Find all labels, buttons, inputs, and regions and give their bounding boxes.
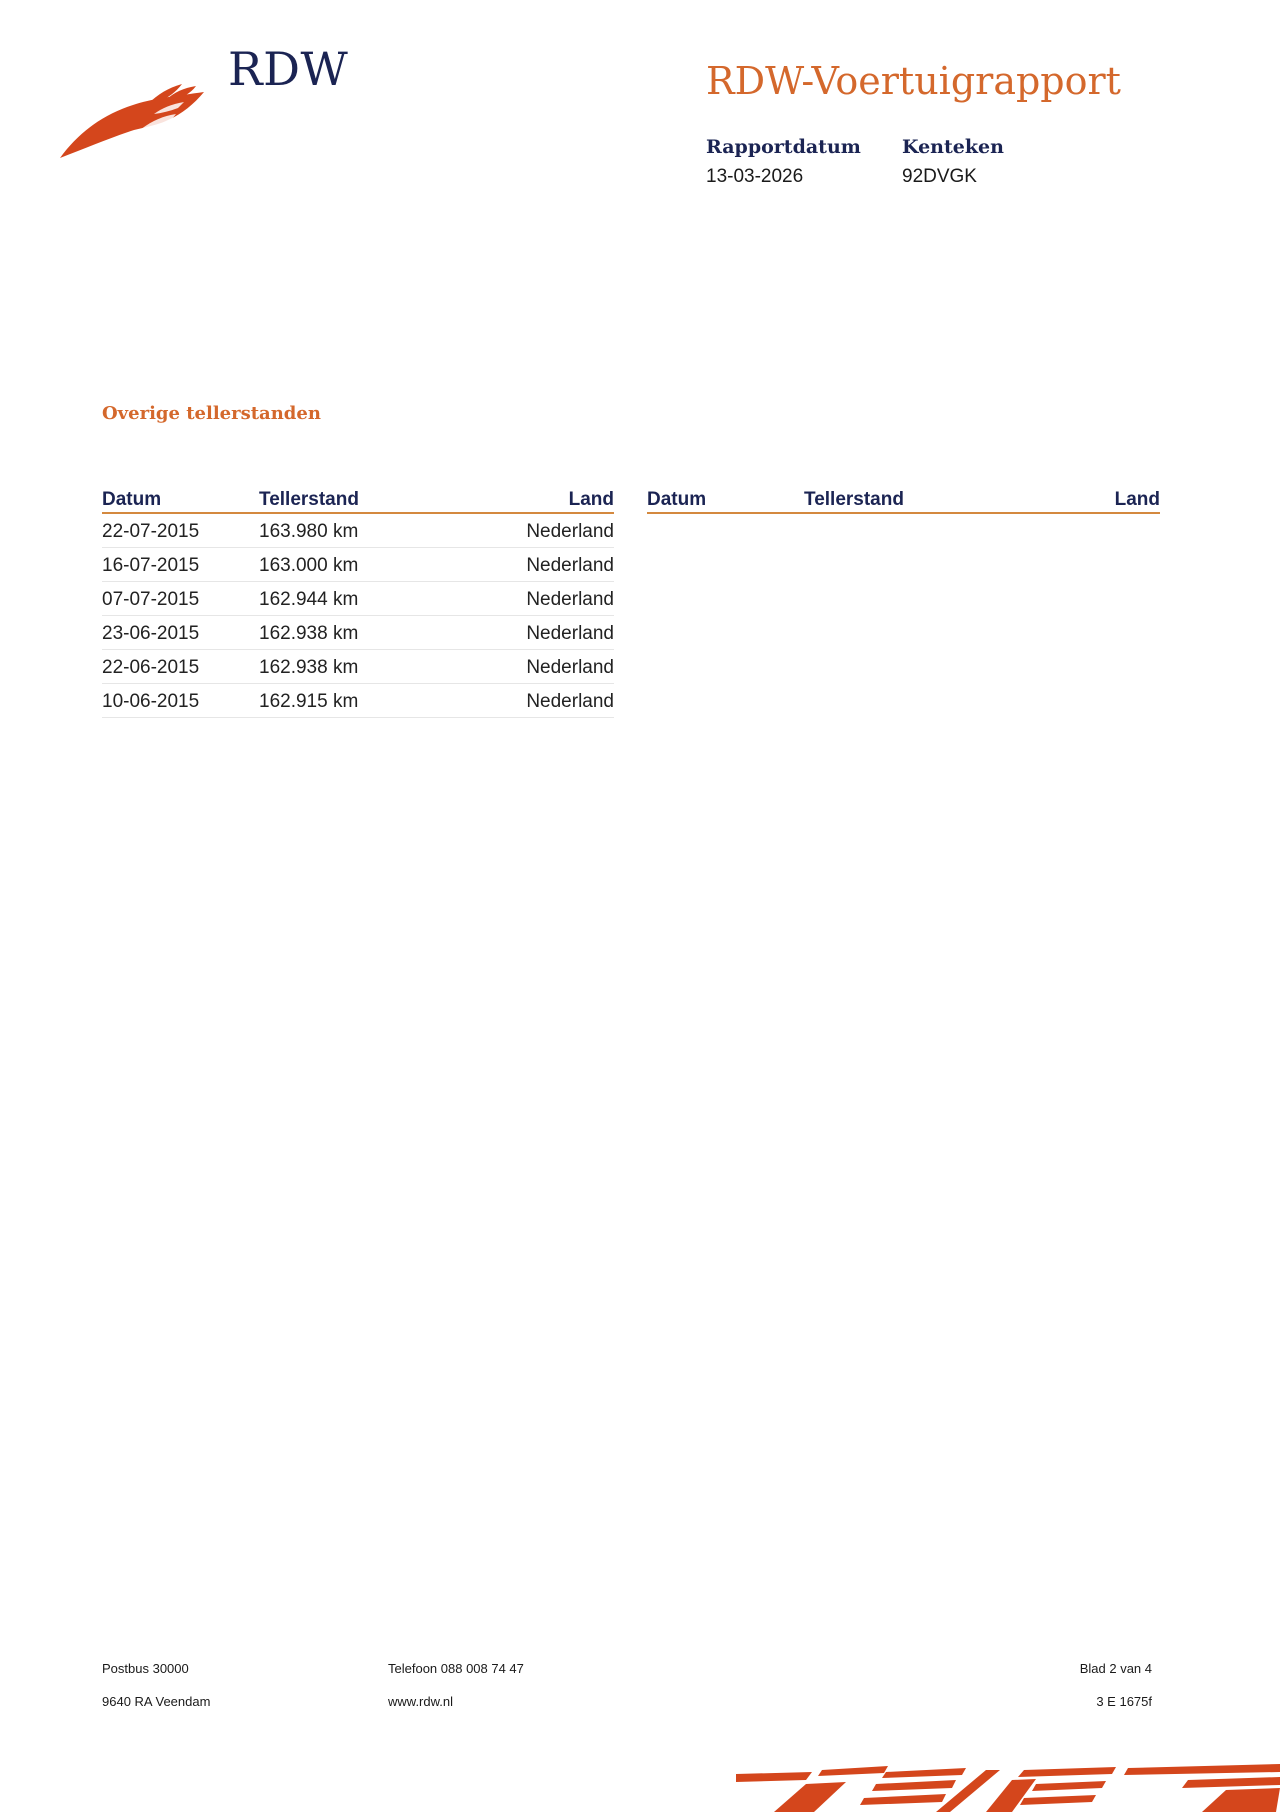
table-row <box>102 684 614 718</box>
footer-address-line1: Postbus 30000 <box>102 1661 189 1676</box>
row-country: Nederland <box>526 589 614 610</box>
footer-document-code: 3 E 1675f <box>1096 1694 1152 1709</box>
row-date: 10-06-2015 <box>102 691 200 712</box>
table-row <box>102 650 614 684</box>
row-odometer: 162.944 km <box>259 589 359 610</box>
row-date: 07-07-2015 <box>102 589 200 610</box>
header-odometer: Tellerstand <box>259 489 359 510</box>
header-country: Land <box>1114 489 1160 510</box>
footer-page-number: Blad 2 van 4 <box>1079 1661 1152 1676</box>
odometer-table-left <box>102 488 614 718</box>
rdw-stripes-graphic-icon <box>736 1762 1280 1812</box>
row-date: 22-07-2015 <box>102 521 200 542</box>
table-header <box>647 488 1160 514</box>
section-title: Overige tellerstanden <box>102 403 321 424</box>
footer-website-link[interactable]: www.rdw.nl <box>388 1694 454 1709</box>
logo-text: RDW <box>228 42 349 96</box>
odometer-table-right <box>647 488 1160 514</box>
row-odometer: 162.915 km <box>259 691 359 712</box>
license-plate-block <box>902 138 1004 186</box>
rdw-feather-logo-icon <box>58 78 208 163</box>
table-header <box>102 488 614 514</box>
header-odometer: Tellerstand <box>804 489 904 510</box>
row-country: Nederland <box>526 623 614 644</box>
row-odometer: 162.938 km <box>259 657 359 678</box>
row-date: 22-06-2015 <box>102 657 200 678</box>
header-date: Datum <box>647 489 707 510</box>
report-title: RDW-Voertuigrapport <box>706 59 1121 103</box>
header-country: Land <box>568 489 614 510</box>
footer-address-line2: 9640 RA Veendam <box>102 1694 211 1709</box>
row-country: Nederland <box>526 521 614 542</box>
license-plate-value: 92DVGK <box>902 166 977 187</box>
footer-phone: Telefoon 088 008 74 47 <box>388 1661 524 1676</box>
license-plate-label: Kenteken <box>902 136 1004 158</box>
header-date: Datum <box>102 489 162 510</box>
report-date-label: Rapportdatum <box>706 136 861 158</box>
row-country: Nederland <box>526 657 614 678</box>
table-row <box>102 514 614 548</box>
table-row <box>102 582 614 616</box>
row-odometer: 162.938 km <box>259 623 359 644</box>
row-country: Nederland <box>526 555 614 576</box>
report-date-block <box>706 138 861 186</box>
table-row <box>102 548 614 582</box>
table-row <box>102 616 614 650</box>
row-date: 23-06-2015 <box>102 623 200 644</box>
row-odometer: 163.000 km <box>259 555 359 576</box>
report-date-value: 13-03-2026 <box>706 166 804 187</box>
row-country: Nederland <box>526 691 614 712</box>
row-odometer: 163.980 km <box>259 521 359 542</box>
row-date: 16-07-2015 <box>102 555 200 576</box>
